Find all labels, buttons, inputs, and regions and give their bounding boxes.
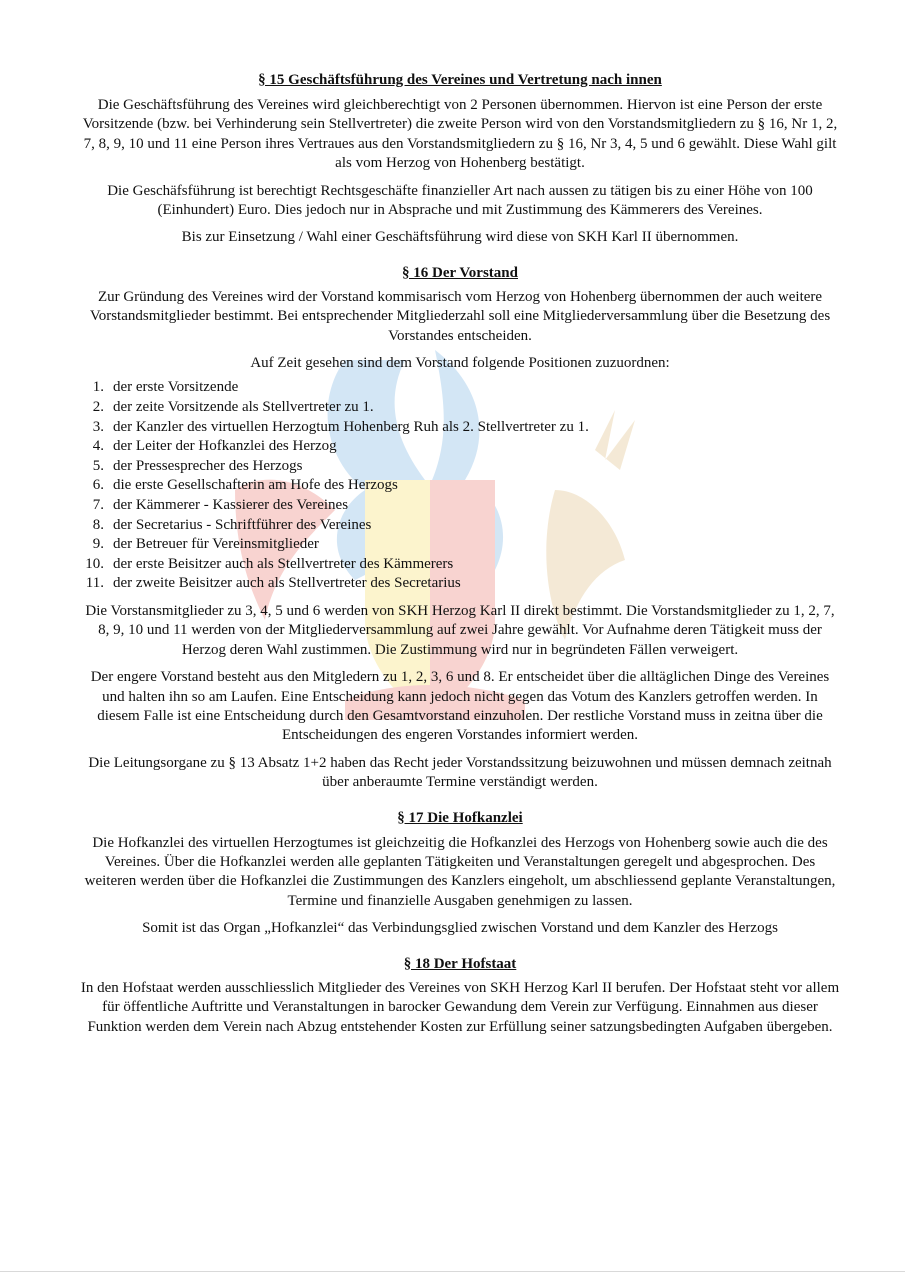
list-item-number: 2. bbox=[92, 399, 104, 416]
section-17-heading: § 17 Die Hofkanzlei bbox=[397, 809, 523, 826]
section-18-heading: § 18 Der Hofstaat bbox=[403, 955, 517, 972]
list-item-text: der Kämmerer - Kassierer des Vereines bbox=[113, 497, 349, 514]
section-16-paragraph-3: Die Vorstansmitglieder zu 3, 4, 5 und 6 werden von SKH Herzog Karl II direkt bestimmt. Die Vorstandsmitglieder zu 1, 2, 7, 8, 9, 10 und 11 werden von der Mitgliederversammlung auf zwei Jahre gewählt. Vor Aufnahme deren Tätigkeit muss der Herzog deren Wahl zustimmen. Die Zustimmung wird nur in begründeten Fällen verweigert. bbox=[85, 603, 835, 658]
list-item bbox=[70, 535, 840, 555]
section-16-paragraph-2: Auf Zeit gesehen sind dem Vorstand folgende Positionen zuzuordnen: bbox=[250, 355, 670, 372]
list-item bbox=[70, 378, 840, 398]
list-item bbox=[70, 574, 840, 594]
list-item-text: der Leiter der Hofkanzlei des Herzog bbox=[113, 438, 337, 455]
section-16-heading: § 16 Der Vorstand bbox=[402, 264, 518, 281]
section-17-paragraph-1: Die Hofkanzlei des virtuellen Herzogtumes ist gleichzeitig die Hofkanzlei des Herzogs von Hohenberg sowie auch die des Vereines. Über die Hofkanzlei werden alle geplanten Tätigkeiten und Veranstaltungen geregelt und abgesprochen. Des weiteren werden über die Hofkanzlei die Zustimmungen des Kanzlers eingeholt, um abschliessend geplante Veranstaltungen, Termine und finanzielle Ausgaben genehmigen zu lassen. bbox=[84, 834, 836, 909]
list-item bbox=[70, 457, 840, 477]
list-item-number: 7. bbox=[92, 497, 104, 514]
list-item-text: der zeite Vorsitzende als Stellvertreter zu 1. bbox=[113, 399, 374, 416]
list-item-number: 9. bbox=[92, 536, 104, 553]
list-item bbox=[70, 437, 840, 457]
list-item-text: der Secretarius - Schriftführer des Vereines bbox=[113, 516, 372, 533]
list-item-number: 1. bbox=[92, 379, 104, 396]
section-16-paragraph-1: Zur Gründung des Vereines wird der Vorstand kommisarisch vom Herzog von Hohenberg übernommen der auch weitere Vorstandsmitglieder bestimmt. Bei entsprechender Mitgliederzahl soll eine Mitgliederversammlung über die Besetzung des Vorstandes entscheiden. bbox=[89, 288, 831, 344]
section-16-paragraph-5: Die Leitungsorgane zu § 13 Absatz 1+2 haben das Recht jeder Vorstandssitzung beizuwohnen und müssen demnach zeitnah über anberaumte Termine verständigt werden. bbox=[88, 754, 832, 791]
list-item bbox=[70, 496, 840, 516]
list-item-text: der zweite Beisitzer auch als Stellvertreter des Secretarius bbox=[113, 575, 461, 592]
section-18-paragraph-1: In den Hofstaat werden ausschliesslich Mitglieder des Vereines von SKH Herzog Karl II berufen. Der Hofstaat steht vor allem für öffentliche Auftritte und Veranstaltungen in barocker Gewandung dem Verein zur Verfügung. Einnahmen aus dieser Funktion werden dem Verein nach Abzug entstehender Kosten zur Erfüllung seiner satzungsbedingten Aufgaben übergeben. bbox=[80, 979, 840, 1035]
section-15-heading: § 15 Geschäftsführung des Vereines und Vertretung nach innen bbox=[258, 72, 662, 88]
section-16-paragraph-4: Der engere Vorstand besteht aus den Mitgledern zu 1, 2, 3, 6 und 8. Er entscheidet über die alltäglichen Dinge des Vereines und halten ihn so am Laufen. Eine Entscheidung kann jedoch nicht gegen das Votum des Kanzlers getroffen werden. In diesem Falle ist eine Entscheidung durch den Gesamtvorstand einzuholen. Der restliche Vorstand muss in zeitna über die Entscheidungen des engeren Vorstandes informiert werden. bbox=[90, 669, 830, 744]
list-item bbox=[70, 476, 840, 496]
list-item-number: 10. bbox=[85, 555, 104, 572]
list-item-number: 4. bbox=[92, 438, 104, 455]
document-content bbox=[80, 70, 840, 1037]
list-item-number: 8. bbox=[92, 516, 104, 533]
section-15-paragraph-1: Die Geschäftsführung des Vereines wird gleichberechtigt von 2 Personen übernommen. Hiervon ist eine Person der erste Vorsitzende (bzw. bei Verhinderung sein Stellvertreter) die zweite Person wird von den Vorstandsmitgliedern zu § 16, Nr 1, 2, 7, 8, 9, 10 und 11 eine Person ihres Vertraues aus den Vorstandsmitgliedern zu § 16, Nr 3, 4, 5 und 6 gewählt. Diese Wahl gilt als vom Herzog von Hohenberg bestätigt. bbox=[82, 97, 838, 172]
list-item bbox=[70, 418, 840, 438]
list-item-text: die erste Gesellschafterin am Hofe des Herzogs bbox=[113, 477, 398, 494]
list-item-text: der Betreuer für Vereinsmitglieder bbox=[113, 536, 319, 553]
page-bottom-edge bbox=[0, 1271, 905, 1272]
list-item-number: 3. bbox=[92, 418, 104, 435]
section-15-paragraph-3: Bis zur Einsetzung / Wahl einer Geschäftsführung wird diese von SKH Karl II übernommen. bbox=[181, 229, 739, 246]
list-item bbox=[70, 398, 840, 418]
board-positions-list bbox=[70, 378, 840, 594]
list-item-text: der Kanzler des virtuellen Herzogtum Hohenberg Ruh als 2. Stellvertreter zu 1. bbox=[113, 418, 589, 435]
section-17-paragraph-2: Somit ist das Organ „Hofkanzlei“ das Verbindungsglied zwischen Vorstand und dem Kanzler des Herzogs bbox=[142, 920, 778, 937]
list-item-number: 5. bbox=[92, 457, 104, 474]
list-item-text: der erste Vorsitzende bbox=[113, 379, 239, 396]
list-item bbox=[70, 516, 840, 536]
list-item-text: der Pressesprecher des Herzogs bbox=[113, 457, 303, 474]
list-item bbox=[70, 555, 840, 575]
section-15-paragraph-2: Die Geschäfsführung ist berechtigt Rechtsgeschäfte finanzieller Art nach aussen zu tätigen bis zu einer Höhe von 100 (Einhundert) Euro. Dies jedoch nur in Absprache und mit Zustimmung des Kämmerers des Vereines. bbox=[107, 182, 813, 219]
list-item-text: der erste Beisitzer auch als Stellvertreter des Kämmerers bbox=[113, 555, 454, 572]
list-item-number: 11. bbox=[85, 575, 104, 592]
list-item-number: 6. bbox=[92, 477, 104, 494]
